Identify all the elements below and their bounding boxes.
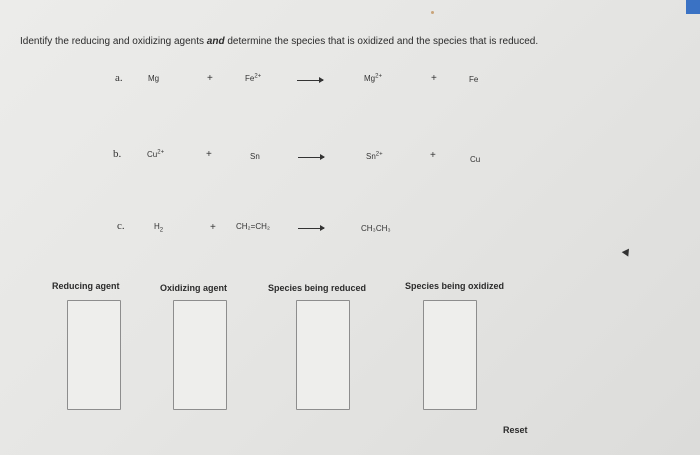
- product-tile[interactable]: Cu: [470, 155, 481, 164]
- species-reduced-label: Species being reduced: [268, 283, 367, 293]
- species-oxidized-label: Species being oxidized: [405, 281, 505, 291]
- reactant-tile[interactable]: Sn: [250, 152, 260, 161]
- oxidizing-agent-dropbox[interactable]: [173, 300, 227, 410]
- question-prompt: [20, 36, 538, 47]
- corner-tab: [686, 0, 700, 14]
- product-tile[interactable]: $Sn^{2+}$: [366, 151, 383, 161]
- reactant-tile[interactable]: CH₂=CH₂: [236, 222, 270, 231]
- species-oxidized-dropbox[interactable]: [423, 300, 477, 410]
- product-tile[interactable]: CH₃CH₃: [361, 224, 391, 233]
- product-tile[interactable]: $Mg^{2+}$: [364, 73, 382, 83]
- reaction-arrow: [298, 157, 324, 158]
- speck: [431, 11, 434, 14]
- plus-sign: +: [206, 149, 212, 160]
- plus-sign: +: [210, 222, 216, 233]
- plus-sign: +: [430, 150, 436, 161]
- reactant-tile[interactable]: $Fe^{2+}$: [245, 73, 262, 83]
- equation-label: c.: [117, 220, 125, 232]
- reducing-agent-label: Reducing agent: [52, 281, 120, 291]
- plus-sign: +: [431, 73, 437, 84]
- reset-button[interactable]: Reset: [503, 425, 528, 435]
- equation-label: b.: [113, 148, 122, 160]
- plus-sign: +: [207, 73, 213, 84]
- reactant-tile[interactable]: $Cu^{2+}$: [147, 149, 165, 159]
- reducing-agent-dropbox[interactable]: [67, 300, 121, 410]
- oxidizing-agent-label: Oxidizing agent: [160, 283, 228, 293]
- prompt-emphasis: and: [206, 36, 225, 47]
- reactant-tile[interactable]: $H_2$: [154, 222, 164, 234]
- reactant-tile[interactable]: Mg: [148, 74, 160, 83]
- mouse-cursor-icon: [622, 246, 633, 256]
- equation-label: a.: [115, 72, 123, 84]
- reaction-arrow: [297, 80, 323, 81]
- prompt-text: Identify the reducing and oxidizing agents: [20, 36, 207, 47]
- species-reduced-dropbox[interactable]: [296, 300, 350, 410]
- prompt-text-end: determine the species that is oxidized and the species that is reduced.: [224, 36, 539, 47]
- product-tile[interactable]: Fe: [469, 75, 479, 84]
- reaction-arrow: [298, 228, 324, 229]
